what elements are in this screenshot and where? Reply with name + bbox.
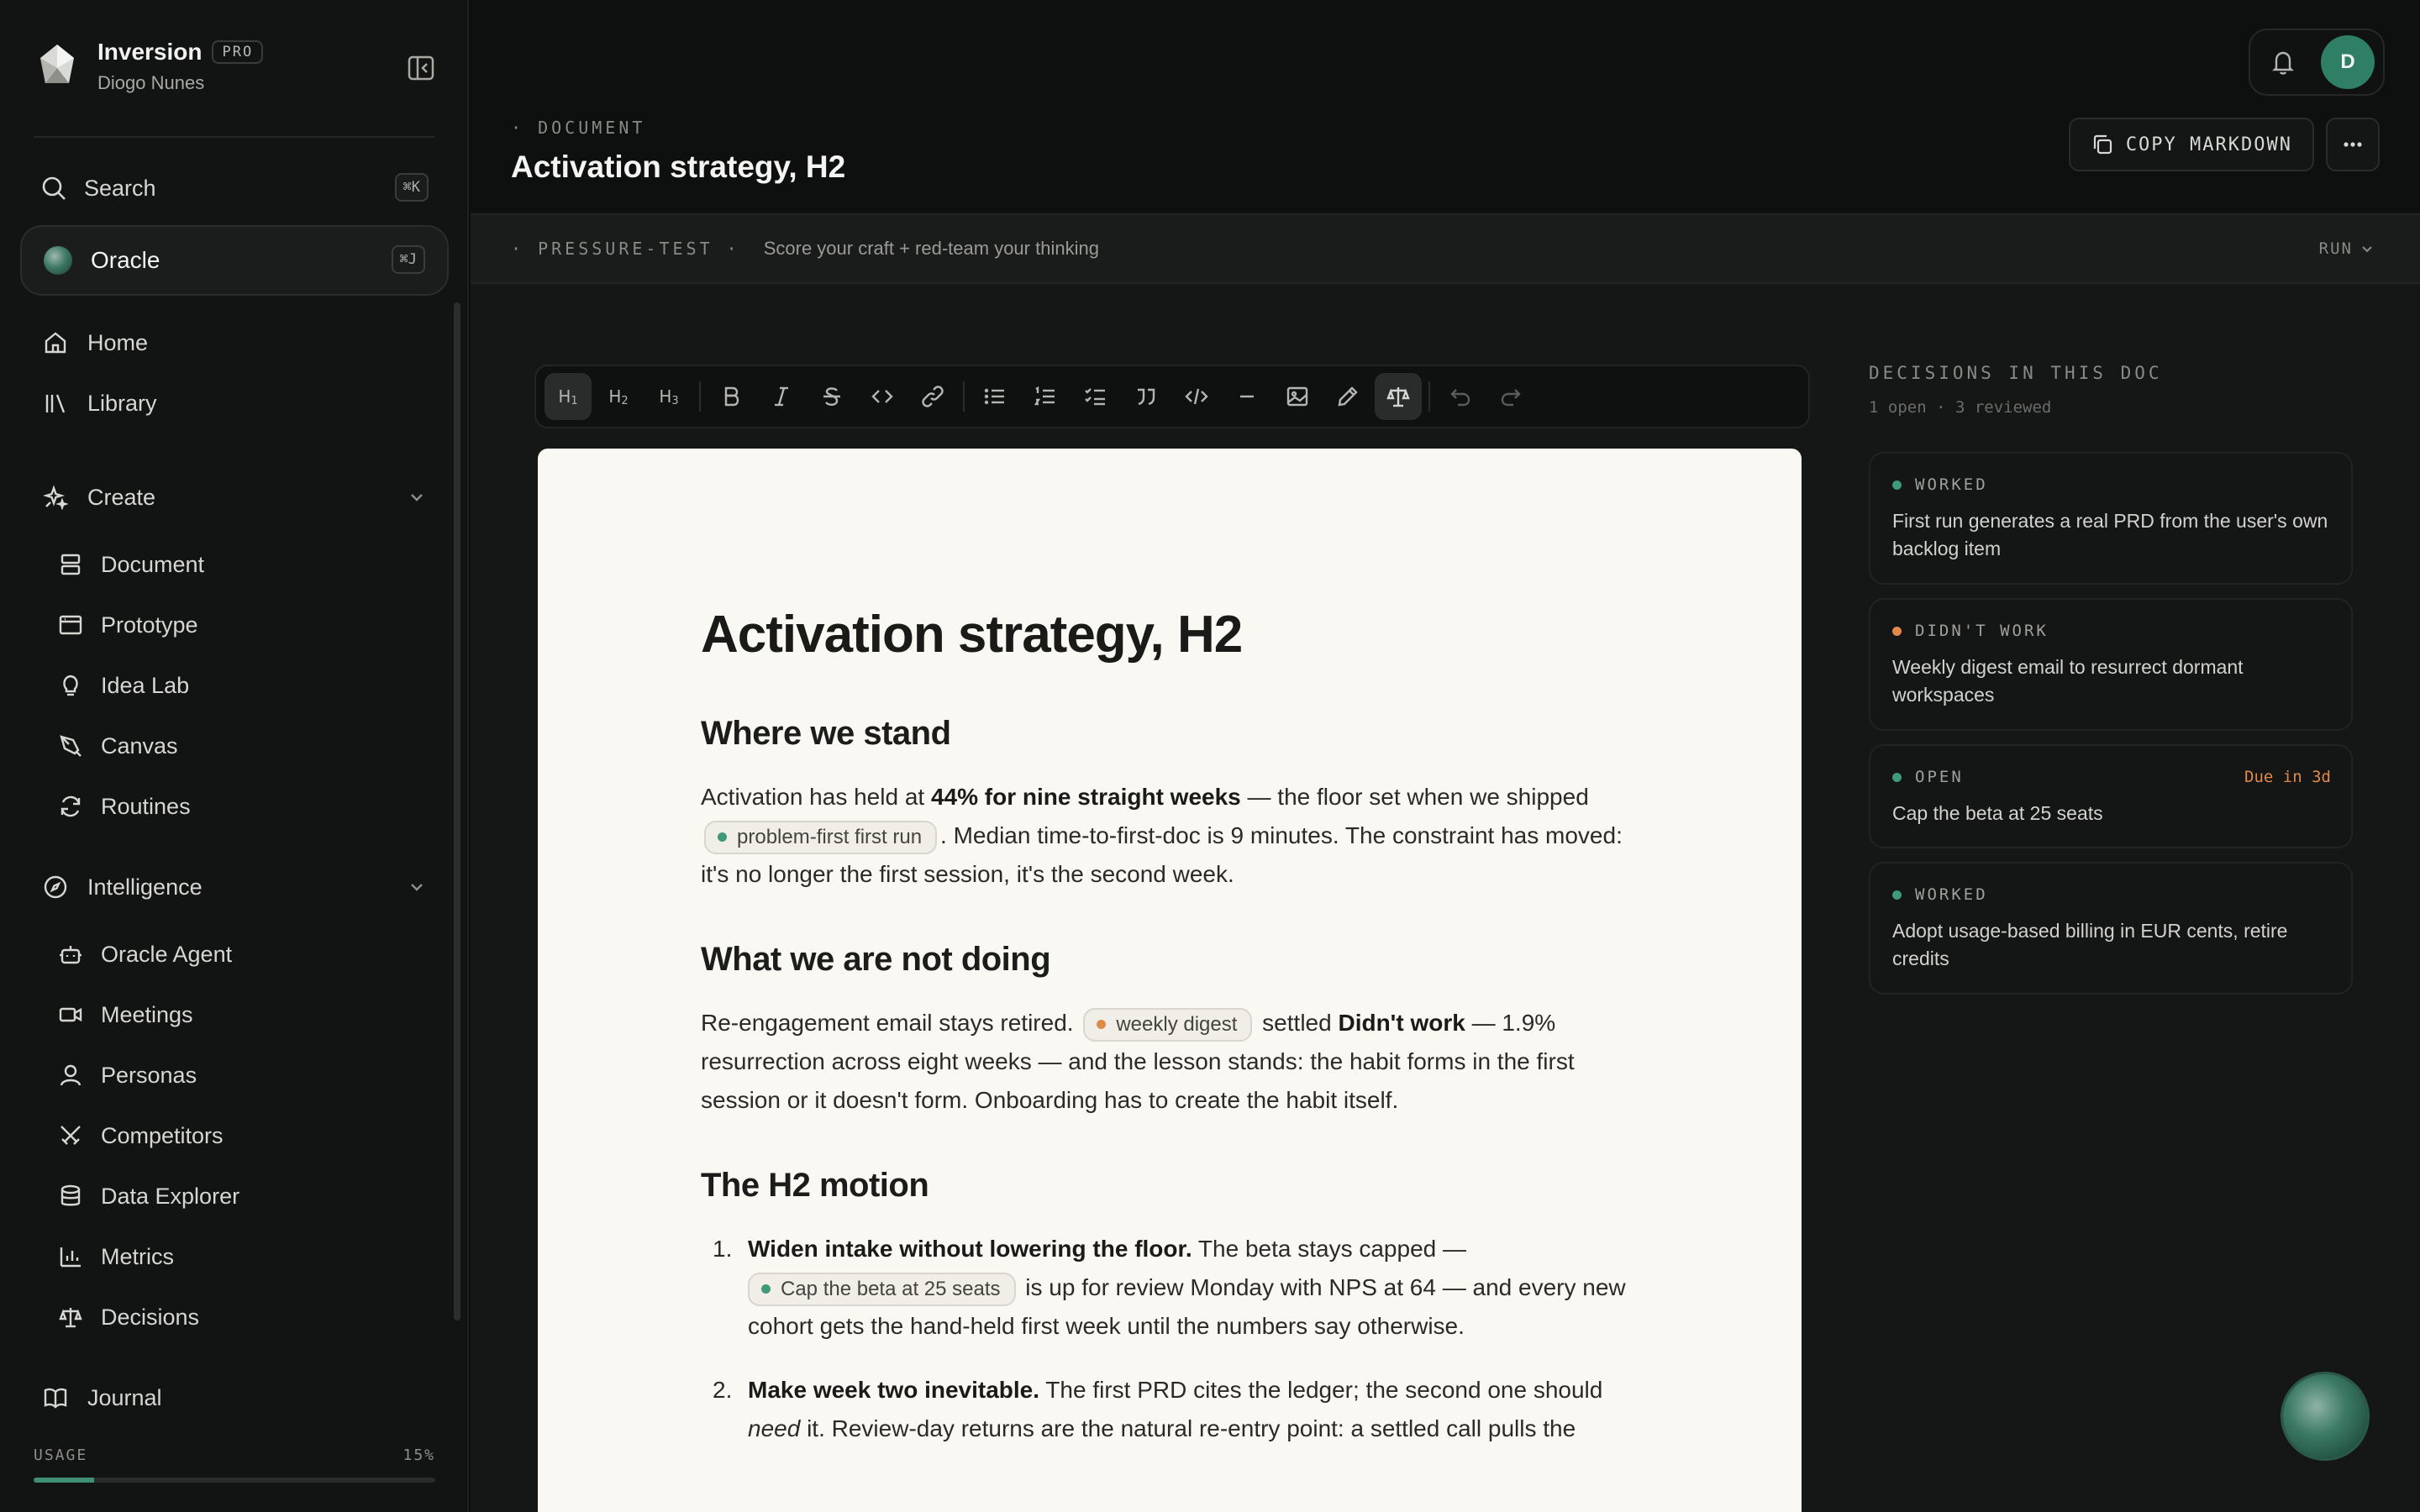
text-span: settled <box>1255 1010 1339 1036</box>
home-icon <box>42 329 69 356</box>
sidebar-item-idea-lab[interactable] <box>57 667 189 704</box>
text-span: Activation has held at <box>701 784 931 810</box>
search-icon <box>40 175 67 202</box>
sidebar-item-routines[interactable] <box>57 788 191 825</box>
code-block-button[interactable] <box>1173 373 1220 420</box>
status-dot-worked <box>1892 480 1902 490</box>
decision-card[interactable] <box>1869 598 2353 731</box>
strikethrough-icon <box>819 384 844 409</box>
decisions-panel <box>1869 363 2353 969</box>
decision-button[interactable] <box>1375 373 1422 420</box>
sidebar-section-label: Create <box>87 484 156 510</box>
sidebar-section-create[interactable] <box>42 479 155 516</box>
decision-chip[interactable] <box>748 1273 1016 1306</box>
decision-status-label: WORKED <box>1915 885 1988 904</box>
decision-card[interactable] <box>1869 744 2353 848</box>
image-button[interactable] <box>1274 373 1321 420</box>
sidebar-item-label: Journal <box>87 1384 162 1410</box>
horizontal-rule-icon <box>1234 384 1260 409</box>
undo-icon <box>1448 384 1473 409</box>
decision-status <box>1892 622 2049 640</box>
oracle-shortcut: ⌘J <box>392 245 425 274</box>
pencil-icon <box>1335 384 1360 409</box>
heading-2-label: H <box>608 386 622 407</box>
list-item <box>701 1371 1650 1448</box>
toolbar-divider <box>699 381 701 412</box>
bold-text: Didn't work <box>1338 1010 1465 1036</box>
sidebar-collapse-icon[interactable] <box>407 54 435 82</box>
italic-icon <box>769 384 794 409</box>
document-page[interactable] <box>538 449 1802 1512</box>
decisions-summary: 1 open · 3 reviewed <box>1869 398 2052 417</box>
sidebar-item-label: Decisions <box>101 1304 200 1330</box>
status-dot-open <box>1892 773 1902 782</box>
link-button[interactable] <box>909 373 956 420</box>
sidebar-item-oracle-agent[interactable] <box>57 936 232 973</box>
sidebar-item-label: Competitors <box>101 1122 224 1148</box>
decision-text: Adopt usage-based billing in EUR cents, retire credits <box>1892 920 2288 969</box>
link-icon <box>920 384 945 409</box>
chevron-down-icon[interactable] <box>407 487 427 507</box>
list-number: 2. <box>713 1377 733 1403</box>
document-title: Activation strategy, H2 <box>701 606 1243 664</box>
heading-1-sub: 1 <box>571 394 578 407</box>
decision-status-label: WORKED <box>1915 475 1988 494</box>
sidebar-item-label: Meetings <box>101 1001 193 1027</box>
more-options-button[interactable] <box>2326 118 2380 171</box>
compass-icon <box>42 874 69 900</box>
database-icon <box>57 1183 84 1210</box>
breadcrumb: · DOCUMENT <box>511 118 646 138</box>
chip-label: weekly digest <box>1116 1012 1238 1036</box>
blockquote-button[interactable] <box>1123 373 1170 420</box>
decisions-panel-title: DECISIONS IN THIS DOC <box>1869 363 2163 383</box>
checklist-button[interactable] <box>1072 373 1119 420</box>
refresh-icon <box>57 793 84 820</box>
decision-chip[interactable] <box>704 821 937 854</box>
list-item <box>701 1230 1650 1346</box>
heading-2-button[interactable] <box>595 373 642 420</box>
sidebar-item-label: Document <box>101 551 205 577</box>
toolbar-divider <box>1428 381 1430 412</box>
sidebar-item-journal[interactable] <box>42 1379 162 1416</box>
browser-window-icon <box>57 612 84 638</box>
run-label: RUN <box>2318 239 2353 258</box>
sidebar-item-label: Library <box>87 390 157 416</box>
heading-3-button[interactable] <box>645 373 692 420</box>
sidebar-item-label: Oracle Agent <box>101 941 233 967</box>
text-span: is up for review Monday with NPS at 64 — and every new cohort gets the hand-held first week until the numbers say otherwise. <box>748 1274 1626 1339</box>
scale-icon <box>57 1304 84 1331</box>
run-button[interactable] <box>2319 239 2375 258</box>
lightbulb-icon <box>57 672 84 699</box>
list-number: 1. <box>713 1236 733 1262</box>
oracle-orb-icon <box>44 246 72 275</box>
paragraph <box>701 778 1650 894</box>
document-content[interactable] <box>701 605 1650 1448</box>
decision-card[interactable] <box>1869 862 2353 995</box>
quote-icon <box>1134 384 1159 409</box>
decision-card[interactable] <box>1869 452 2353 585</box>
italic-text: need <box>748 1415 801 1441</box>
redo-button[interactable] <box>1487 373 1534 420</box>
bullet-list-icon <box>982 384 1007 409</box>
strikethrough-button[interactable] <box>808 373 855 420</box>
chevron-down-icon[interactable] <box>407 877 427 897</box>
inline-code-button[interactable] <box>859 373 906 420</box>
decision-text: First run generates a real PRD from the user's own backlog item <box>1892 510 2328 559</box>
oracle-label: Oracle <box>91 247 160 273</box>
text-span: The beta stays capped — <box>1192 1236 1466 1262</box>
sidebar-item-label: Metrics <box>101 1243 174 1269</box>
avatar[interactable]: D <box>2321 35 2375 89</box>
video-camera-icon <box>57 1001 84 1028</box>
sidebar-item-decisions[interactable] <box>57 1299 199 1336</box>
sidebar-item-label: Idea Lab <box>101 672 190 698</box>
bold-text: Make week two inevitable. <box>748 1377 1040 1403</box>
sidebar-divider <box>34 136 435 138</box>
chevron-down-icon <box>2360 241 2375 256</box>
sidebar-item-metrics[interactable] <box>57 1238 174 1275</box>
sidebar-section-label: Intelligence <box>87 874 203 900</box>
usage-value: 15% <box>402 1446 435 1464</box>
bold-icon <box>718 384 744 409</box>
editor-toolbar <box>534 365 1810 428</box>
status-dot-open <box>761 1284 771 1294</box>
redo-icon <box>1498 384 1523 409</box>
sidebar-item-meetings[interactable] <box>57 996 193 1033</box>
sidebar-item-label: Routines <box>101 793 191 819</box>
sidebar-item-label: Canvas <box>101 732 178 759</box>
sidebar <box>0 0 469 1512</box>
user-icon <box>57 1062 84 1089</box>
search-button[interactable] <box>40 170 429 207</box>
book-icon <box>42 1384 69 1411</box>
copy-icon <box>2091 133 2114 156</box>
sidebar-item-prototype[interactable] <box>57 606 198 643</box>
bold-text: Widen intake without lowering the floor. <box>748 1236 1192 1262</box>
sidebar-item-canvas[interactable] <box>57 727 178 764</box>
sidebar-section-intelligence[interactable] <box>42 869 203 906</box>
decision-status <box>1892 768 1964 786</box>
logo-icon <box>37 43 77 90</box>
decision-status-label: OPEN <box>1915 768 1964 786</box>
status-dot-worked <box>1892 890 1902 900</box>
usage-bar <box>34 1478 435 1483</box>
undo-button[interactable] <box>1437 373 1484 420</box>
draw-button[interactable] <box>1324 373 1371 420</box>
paragraph <box>701 1004 1650 1120</box>
usage-label: USAGE <box>34 1446 88 1464</box>
top-user-controls <box>2249 29 2385 96</box>
pressure-test-bar[interactable] <box>471 213 2420 284</box>
sidebar-item-label: Home <box>87 329 149 355</box>
chip-label: problem-first first run <box>737 825 923 848</box>
decision-status <box>1892 885 1988 904</box>
text-span: The first PRD cites the ledger; the second one should <box>1039 1377 1603 1403</box>
text-span: . Median time-to-first-doc is 9 minutes. The constraint has moved: it's no longer the first session, it's the second week. <box>701 822 1623 887</box>
usage-bar-fill <box>34 1478 94 1483</box>
bell-icon[interactable] <box>2269 48 2297 76</box>
decision-due-badge: Due in 3d <box>2244 768 2331 786</box>
section-heading: What we are not doing <box>701 941 1051 978</box>
copy-markdown-label: COPY MARKDOWN <box>2125 134 2292 155</box>
robot-icon <box>57 941 84 968</box>
pressure-test-label: · PRESSURE-TEST · <box>511 239 740 259</box>
sidebar-item-library[interactable] <box>42 385 157 422</box>
bold-text: 44% for nine straight weeks <box>930 784 1241 810</box>
heading-1-button[interactable] <box>544 373 592 420</box>
sparkle-icon <box>42 484 69 511</box>
section-heading: Where we stand <box>701 715 951 752</box>
bar-chart-icon <box>57 1243 84 1270</box>
sidebar-item-competitors[interactable] <box>57 1117 224 1154</box>
section-heading: The H2 motion <box>701 1167 929 1204</box>
decision-text: Cap the beta at 25 seats <box>1892 802 2103 824</box>
chip-label: Cap the beta at 25 seats <box>781 1277 1001 1300</box>
decision-text: Weekly digest email to resurrect dormant workspaces <box>1892 656 2244 706</box>
bullet-list-button[interactable] <box>971 373 1018 420</box>
status-dot-didnt-work <box>1097 1020 1106 1029</box>
heading-3-sub: 3 <box>671 394 679 407</box>
sidebar-item-personas[interactable] <box>57 1057 197 1094</box>
toolbar-divider <box>963 381 965 412</box>
heading-3-label: H <box>659 386 672 407</box>
pressure-test-description: Score your craft + red-team your thinking <box>763 238 1099 259</box>
numbered-list-icon <box>1033 384 1058 409</box>
oracle-button[interactable] <box>20 225 449 296</box>
library-icon <box>42 390 69 417</box>
divider-button[interactable] <box>1223 373 1270 420</box>
image-icon <box>1285 384 1310 409</box>
sidebar-item-label: Personas <box>101 1062 197 1088</box>
text-span: Re-engagement email stays retired. <box>701 1010 1081 1036</box>
italic-button[interactable] <box>758 373 805 420</box>
search-shortcut: ⌘K <box>395 173 429 202</box>
heading-1-label: H <box>558 386 571 407</box>
user-name: Diogo Nunes <box>97 72 205 93</box>
sidebar-item-data-explorer[interactable] <box>57 1178 239 1215</box>
document-icon <box>57 551 84 578</box>
status-dot-didnt-work <box>1892 627 1902 636</box>
checklist-icon <box>1083 384 1108 409</box>
sidebar-item-label: Data Explorer <box>101 1183 240 1209</box>
workspace-name: Inversion <box>97 39 203 65</box>
sidebar-item-document[interactable] <box>57 546 204 583</box>
sidebar-scrollbar[interactable] <box>454 302 460 1320</box>
code-icon <box>870 384 895 409</box>
bold-button[interactable] <box>708 373 755 420</box>
main-area <box>471 0 2420 1512</box>
workspace-switcher[interactable] <box>37 39 263 94</box>
decision-chip[interactable] <box>1083 1008 1252 1042</box>
decision-status-label: DIDN'T WORK <box>1915 622 2049 640</box>
more-horizontal-icon <box>2340 132 2365 157</box>
scale-icon <box>1386 384 1411 409</box>
heading-2-sub: 2 <box>621 394 629 407</box>
decision-status <box>1892 475 1988 494</box>
text-span: — the floor set when we shipped <box>1240 784 1589 810</box>
page-title: Activation strategy, H2 <box>511 150 846 184</box>
copy-markdown-button[interactable] <box>2069 118 2314 171</box>
document-header <box>471 0 2420 213</box>
search-label: Search <box>84 175 156 201</box>
crossed-swords-icon <box>57 1122 84 1149</box>
status-dot-worked <box>718 832 727 842</box>
code-block-icon <box>1184 384 1209 409</box>
text-span: it. Review-day returns are the natural re-entry point: a settled call pulls the <box>800 1415 1576 1441</box>
oracle-fab-button[interactable] <box>2283 1374 2367 1458</box>
sidebar-item-label: Prototype <box>101 612 198 638</box>
numbered-list-button[interactable] <box>1022 373 1069 420</box>
usage-meter <box>34 1446 435 1483</box>
text-span: — 1.9% resurrection across eight weeks — and the lesson stands: the habit forms in the first session or it doesn't form. Onboarding has to create the habit itself. <box>701 1010 1575 1113</box>
pen-nib-icon <box>57 732 84 759</box>
plan-badge: PRO <box>212 40 263 64</box>
sidebar-item-home[interactable] <box>42 324 148 361</box>
